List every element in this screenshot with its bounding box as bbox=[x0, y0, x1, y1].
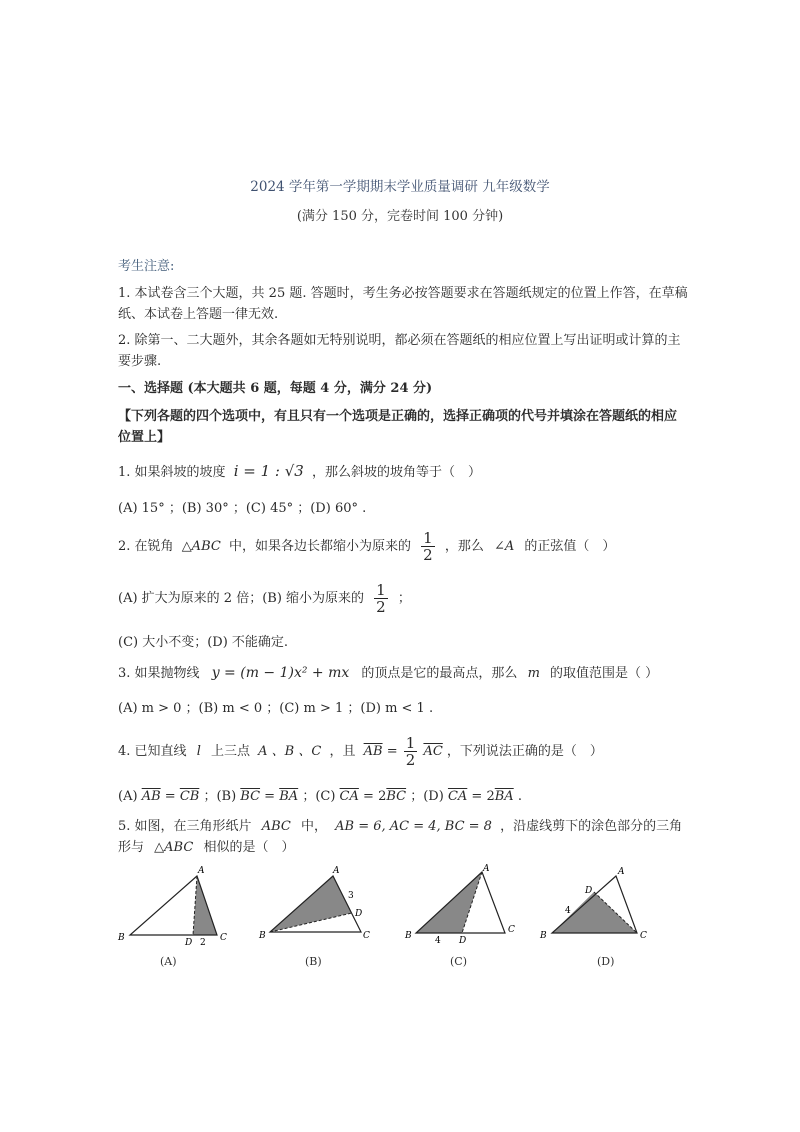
question-2 bbox=[118, 530, 615, 563]
figure-c-length: 4 bbox=[435, 936, 441, 946]
figure-d-label-c: C bbox=[640, 931, 647, 941]
q4-opt-b-right: $\overline{BA}$ bbox=[279, 789, 299, 804]
figure-b-shaded bbox=[270, 876, 352, 932]
q4-opt-a-right: $\overline{CB}$ bbox=[179, 789, 200, 804]
section-heading: 一、选择题 (本大题共 6 题，每题 4 分，满分 24 分) bbox=[118, 381, 433, 396]
q4-opt-b-label: ；(B) bbox=[203, 789, 237, 804]
q5-stem-d: 形与 bbox=[118, 840, 145, 855]
figure-d-label-b: B bbox=[540, 931, 547, 941]
figure-b bbox=[257, 862, 377, 952]
q4-end: . bbox=[517, 789, 522, 804]
notice-item-1: 1. 本试卷含三个大题，共 25 题. 答题时，考生务必按答题要求在答题纸规定的位置上作答，在草稿纸、本试卷上答题一律无效. bbox=[118, 286, 688, 322]
figure-a-length: 2 bbox=[200, 938, 206, 948]
q1-stem-b: ，那么斜坡的坡角等于（ ） bbox=[311, 465, 481, 480]
q4-stem-c: ，且 bbox=[329, 744, 356, 759]
q5-stem-e: 相似的是（ ） bbox=[203, 840, 295, 855]
q5-stem-b: 中， bbox=[300, 819, 327, 834]
q1-options: (A) 15° ；(B) 30° ；(C) 45° ；(D) 60° . bbox=[118, 501, 367, 516]
figure-a bbox=[112, 862, 242, 952]
q4-opt-d-coef: 2 bbox=[486, 789, 495, 804]
q4-opt-a-left: $\overline{AB}$ bbox=[141, 789, 161, 804]
q4-opt-a-label: (A) bbox=[118, 789, 138, 804]
q4-opt-c-label: ；(C) bbox=[302, 789, 336, 804]
question-5-line-2 bbox=[118, 836, 294, 855]
q2-stem-d: 的正弦值（ ） bbox=[524, 539, 616, 554]
q4-opt-d-label: ；(D) bbox=[410, 789, 444, 804]
figure-c-label-a: A bbox=[483, 864, 490, 874]
q2-option-a-b: (A) 扩大为原来的 2 倍；(B) 缩小为原来的 bbox=[118, 591, 365, 606]
figure-d-caption: (D) bbox=[597, 955, 615, 968]
q4-opt-c-left: $\overline{CA}$ bbox=[339, 789, 359, 804]
section-instruction: 【下列各题的四个选项中，有且只有一个选项是正确的，选择正确项的代号并填涂在答题纸的相应位置上】 bbox=[118, 409, 678, 445]
q4-opt-d-left: $\overline{CA}$ bbox=[447, 789, 468, 804]
q4-opt-c-coef: 2 bbox=[378, 789, 387, 804]
figure-c-label-c: C bbox=[508, 925, 515, 935]
q4-fraction: $\frac{1}{2}$ bbox=[405, 734, 416, 769]
question-4 bbox=[118, 735, 603, 768]
figure-b-length: 3 bbox=[348, 891, 354, 901]
figure-d-label-a: A bbox=[618, 867, 625, 877]
figure-c-label-d: D bbox=[459, 936, 467, 946]
figure-c-label-b: B bbox=[405, 931, 412, 941]
q1-math: i = 1 : √3 bbox=[233, 462, 304, 480]
figure-a-label-d: D bbox=[185, 938, 193, 948]
q2-fraction: $\frac{1}{2}$ bbox=[423, 529, 433, 564]
q4-equals: = bbox=[386, 744, 398, 759]
q2-angle: ∠A bbox=[493, 539, 515, 554]
q4-stem-b: 上三点 bbox=[211, 744, 251, 759]
q2-triangle: △ABC bbox=[181, 539, 221, 554]
figure-b-label-b: B bbox=[259, 931, 266, 941]
figure-a-label-c: C bbox=[220, 933, 227, 943]
q3-var: m bbox=[527, 666, 540, 681]
figure-d-label-d: D bbox=[585, 886, 593, 896]
q4-line-l: l bbox=[196, 744, 201, 759]
figure-b-caption: (B) bbox=[305, 955, 322, 968]
question-1 bbox=[118, 461, 481, 480]
figure-c bbox=[402, 862, 522, 952]
q4-stem-d: ，下列说法正确的是（ ） bbox=[446, 744, 603, 759]
q4-stem-a: 4. 已知直线 bbox=[118, 744, 187, 759]
q5-stem-c: ，沿虚线剪下的涂色部分的三角 bbox=[500, 819, 683, 834]
q4-opt-c-right: $\overline{BC}$ bbox=[386, 789, 407, 804]
exam-subtitle: (满分 150 分，完卷时间 100 分钟) bbox=[296, 209, 504, 224]
question-3 bbox=[118, 662, 658, 681]
q4-vector-ac: $\overline{AC}$ bbox=[423, 744, 443, 759]
figure-d bbox=[537, 862, 657, 952]
figure-d-length: 4 bbox=[565, 906, 571, 916]
q3-stem-c: 的取值范围是（ ） bbox=[550, 666, 659, 681]
q4-opt-d-right: $\overline{BA}$ bbox=[494, 789, 514, 804]
figure-b-label-c: C bbox=[363, 931, 370, 941]
figure-b-label-a: A bbox=[333, 866, 340, 876]
q2-stem-b: 中，如果各边长都缩小为原来的 bbox=[228, 539, 411, 554]
figure-a-label-a: A bbox=[198, 866, 205, 876]
q2-stem-c: ，那么 bbox=[444, 539, 484, 554]
q2-options-cd: (C) 大小不变；(D) 不能确定. bbox=[118, 635, 289, 650]
q2-option-fraction: $\frac{1}{2}$ bbox=[376, 581, 386, 616]
q3-options: (A) m > 0 ；(B) m < 0 ；(C) m > 1 ；(D) m < 1 . bbox=[118, 701, 434, 716]
figure-a-caption: (A) bbox=[160, 955, 177, 968]
q1-stem-a: 1. 如果斜坡的坡度 bbox=[118, 465, 226, 480]
q5-stem-a: 5. 如图，在三角形纸片 bbox=[118, 819, 252, 834]
q5-triangle: ABC bbox=[261, 819, 291, 834]
notice-heading: 考生注意: bbox=[118, 259, 175, 274]
q3-stem-a: 3. 如果抛物线 bbox=[118, 666, 200, 681]
q3-math: y = (m − 1)x² + mx bbox=[211, 665, 350, 681]
q5-math: AB = 6, AC = 4, BC = 8 bbox=[335, 819, 492, 834]
q2-options-ab bbox=[118, 582, 411, 615]
q3-stem-b: 的顶点是它的最高点，那么 bbox=[361, 666, 518, 681]
q2-option-end: ； bbox=[397, 591, 411, 606]
exam-title: 2024 学年第一学期期末学业质量调研 九年级数学 bbox=[250, 179, 550, 195]
q4-options: (A) $\overline{AB} = \overline{CB}$ ；(B) $\overline{BC} = \overline{BA}$ ；(C) $\overline{CA} = 2\overline{BC}$ ；(D) $\overline{CA} = 2\overline{BA}$ . bbox=[118, 789, 522, 804]
q4-opt-b-left: $\overline{BC}$ bbox=[240, 789, 261, 804]
q2-stem-a: 2. 在锐角 bbox=[118, 539, 174, 554]
notice-item-2: 2. 除第一、二大题外，其余各题如无特别说明，都必须在答题纸的相应位置上写出证明或计算的主要步骤. bbox=[118, 333, 681, 369]
q4-vector-ab: $\overline{AB}$ bbox=[363, 744, 383, 759]
question-5 bbox=[118, 815, 682, 834]
figure-c-caption: (C) bbox=[450, 955, 467, 968]
q4-points: A 、B 、C bbox=[258, 744, 322, 759]
figure-a-label-b: B bbox=[118, 933, 125, 943]
q5-triangle-2: △ABC bbox=[154, 840, 194, 855]
figure-b-label-d: D bbox=[355, 909, 363, 919]
